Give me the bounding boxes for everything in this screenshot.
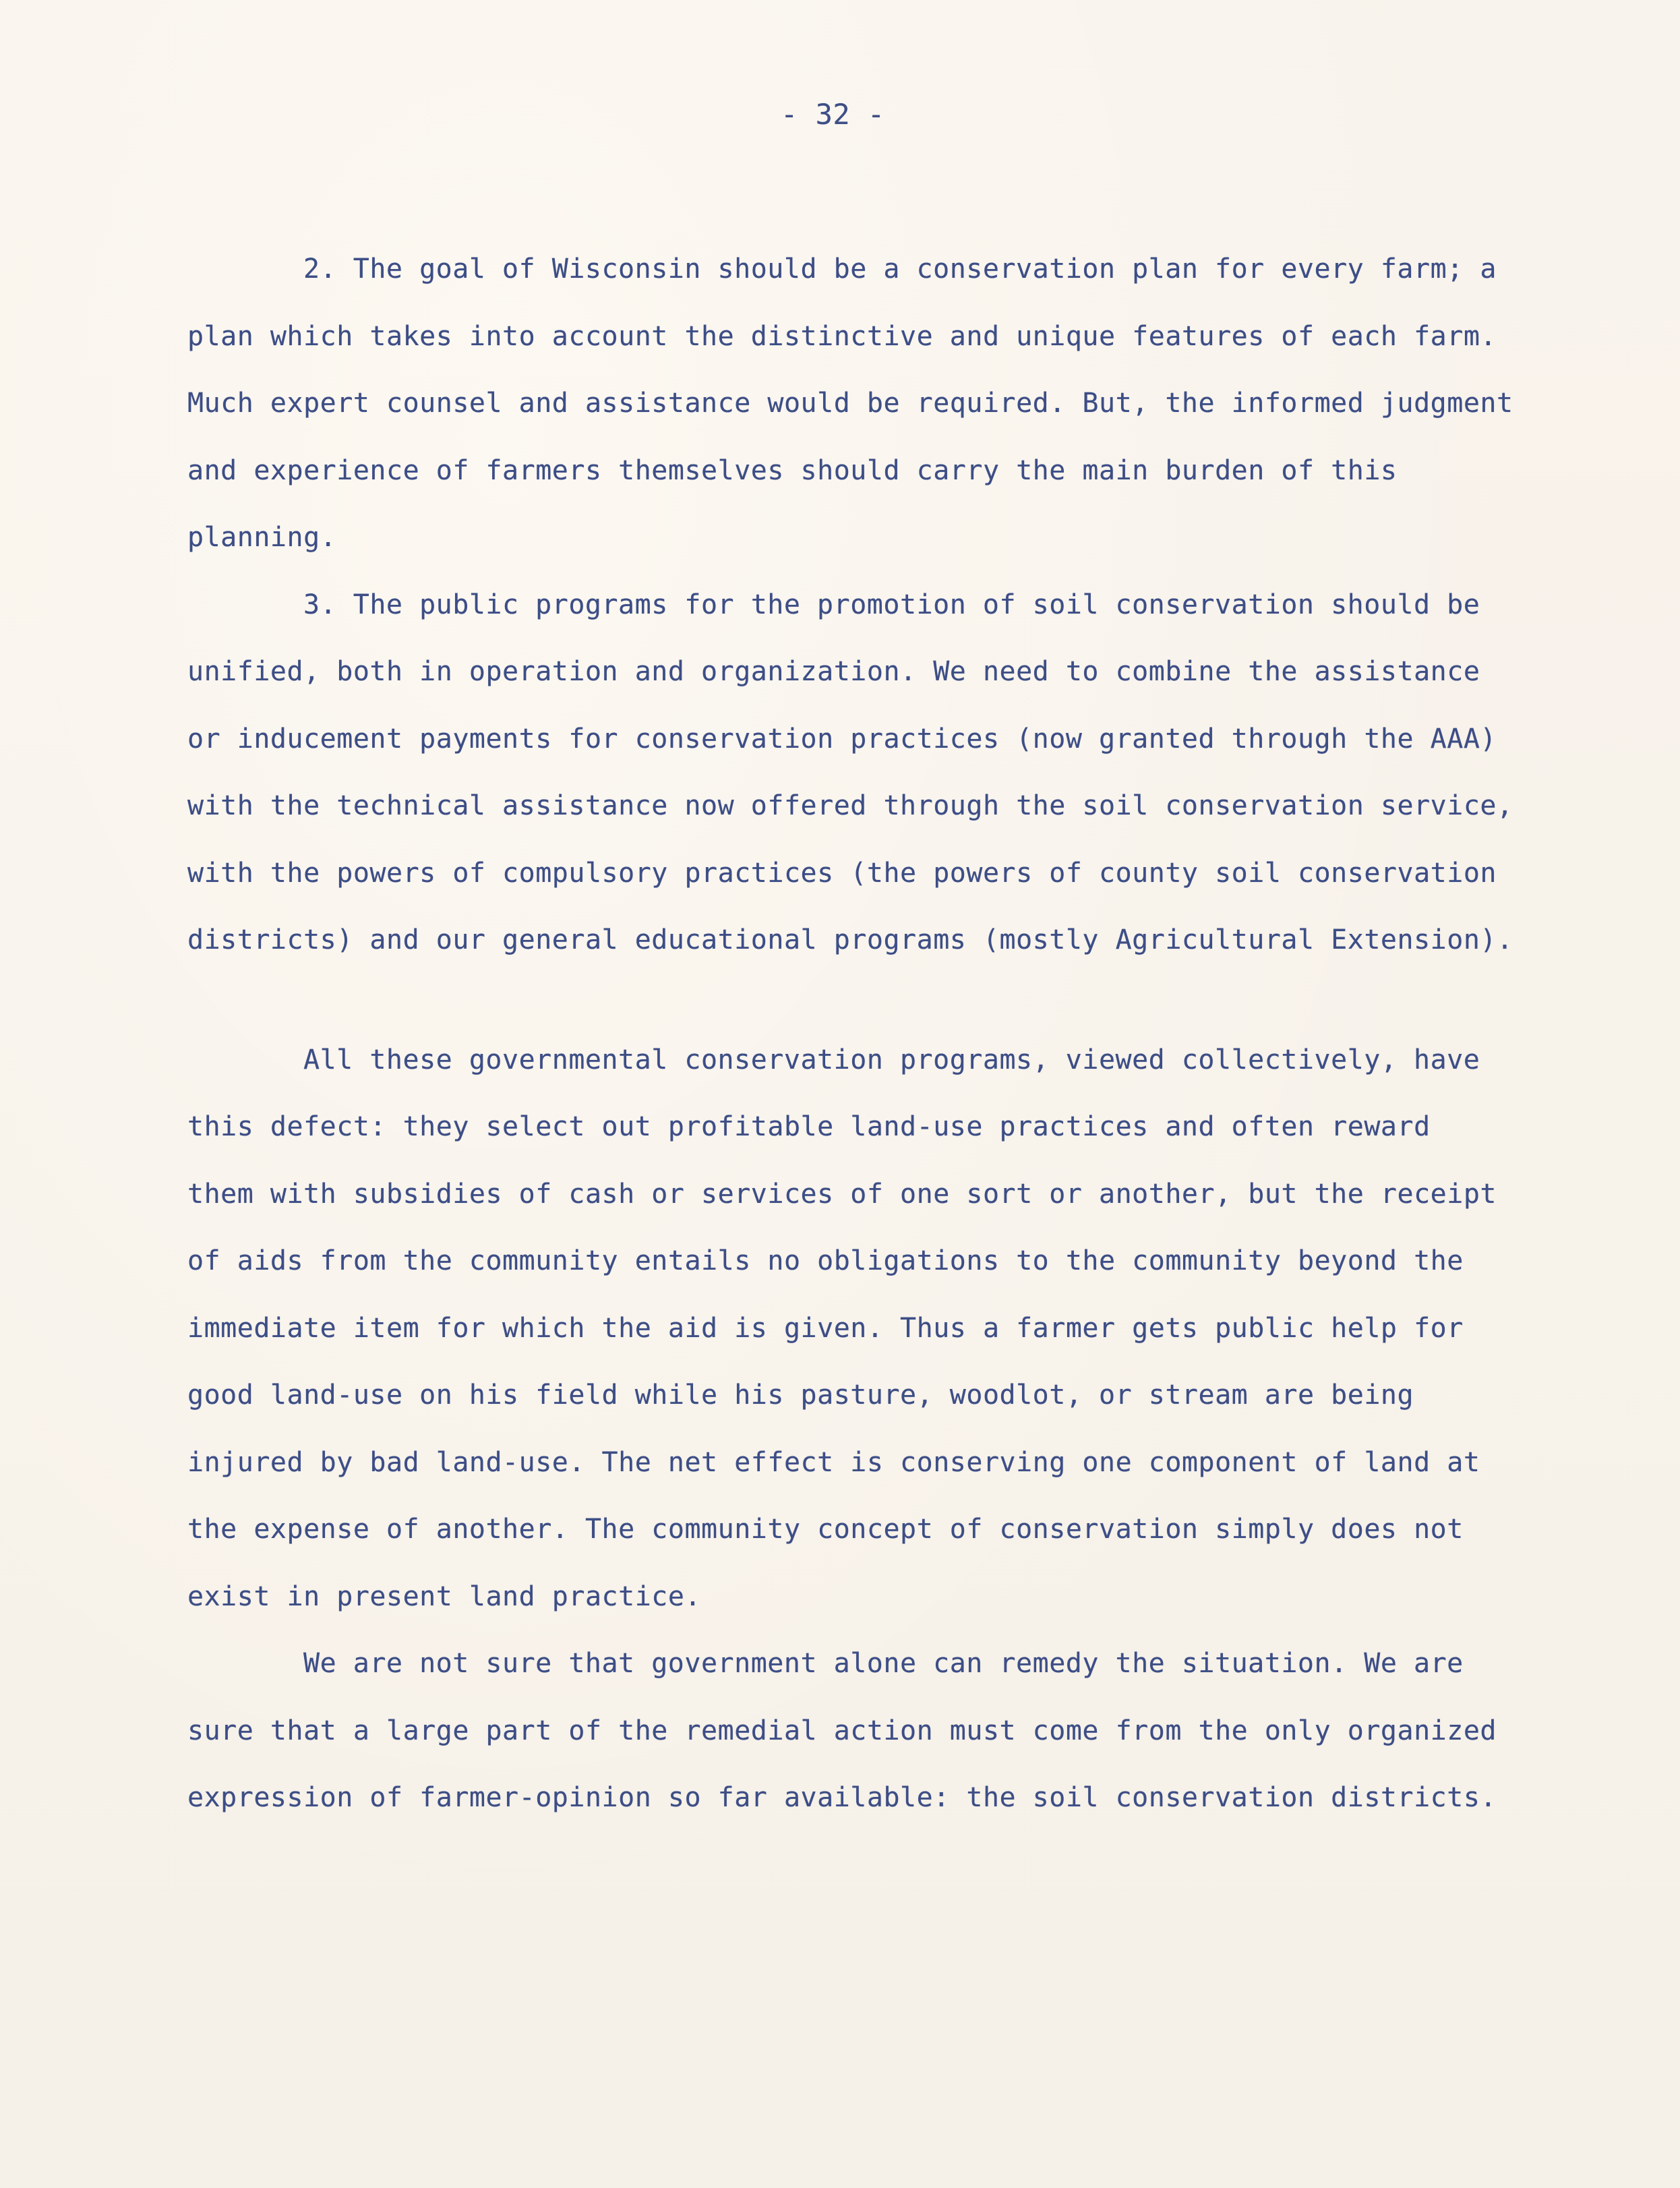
text-line: plan which takes into account the distinctive and unique features of each farm. bbox=[187, 320, 1497, 352]
paragraph-gap bbox=[187, 974, 1576, 1027]
text-line: exist in present land practice. bbox=[187, 1580, 702, 1612]
text-line: the expense of another. The community concept of conservation simply does not bbox=[187, 1514, 1464, 1545]
page-number: - 32 - bbox=[781, 98, 885, 131]
document-body bbox=[187, 236, 1576, 1832]
text-line: unified, both in operation and organization. We need to combine the assistance bbox=[187, 656, 1480, 687]
text-line: and experience of farmers themselves should carry the main burden of this bbox=[187, 454, 1398, 486]
text-line: injured by bad land-use. The net effect is conserving one component of land at bbox=[187, 1446, 1480, 1478]
text-line: expression of farmer-opinion so far available: the soil conservation districts. bbox=[187, 1782, 1497, 1813]
text-line: districts) and our general educational programs (mostly Agricultural Extension). bbox=[187, 924, 1513, 955]
text-line: planning. bbox=[187, 522, 337, 553]
text-line: Much expert counsel and assistance would be required. But, the informed judgment bbox=[187, 388, 1513, 419]
text-line: them with subsidies of cash or services of one sort or another, but the receipt bbox=[187, 1178, 1497, 1210]
text-line: or inducement payments for conservation practices (now granted through the AAA) bbox=[187, 723, 1497, 755]
text-line: All these governmental conservation programs, viewed collectively, have bbox=[303, 1044, 1480, 1075]
text-line: We are not sure that government alone can remedy the situation. We are bbox=[303, 1648, 1464, 1679]
text-line: good land-use on his field while his pasture, woodlot, or stream are being bbox=[187, 1380, 1414, 1411]
text-line: 3. The public programs for the promotion of soil conservation should be bbox=[303, 589, 1480, 620]
text-line: with the technical assistance now offered through the soil conservation service, bbox=[187, 790, 1513, 821]
text-line: of aids from the community entails no obligations to the community beyond the bbox=[187, 1245, 1464, 1276]
text-line: sure that a large part of the remedial action must come from the only organized bbox=[187, 1715, 1497, 1746]
text-line: immediate item for which the aid is given. Thus a farmer gets public help for bbox=[187, 1312, 1464, 1344]
text-line: 2. The goal of Wisconsin should be a conservation plan for every farm; a bbox=[303, 254, 1497, 285]
text-line: this defect: they select out profitable land-use practices and often reward bbox=[187, 1111, 1431, 1142]
text-line: with the powers of compulsory practices (the powers of county soil conservation bbox=[187, 857, 1497, 889]
